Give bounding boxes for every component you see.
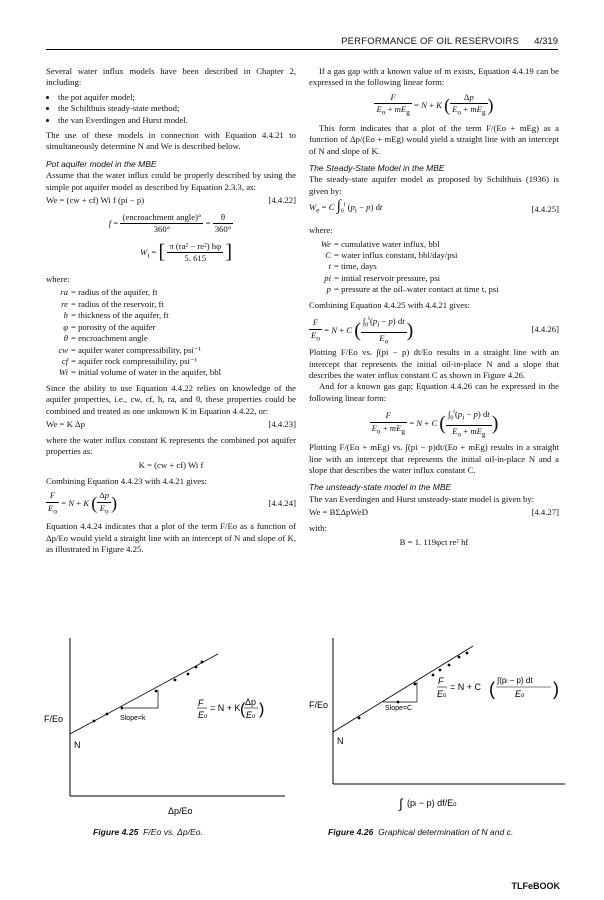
list-item: • the van Everdingen and Hurst model. <box>58 115 296 126</box>
definition: Wi = initial volume of water in the aquifer, bbl <box>58 367 222 378</box>
paragraph: Several water influx models have been described in Chapter 2, including: <box>46 66 296 88</box>
paragraph: Plotting F/Eo vs. ∫(pi − p) dt/Eo results in a straight line with an intercept that represents the initial oil-in-place N and a slope that describes the water influx constant C as shown in Figure 4.26. <box>309 347 559 380</box>
paragraph: Since the ability to use Equation 4.4.22 relies on knowledge of the aquifer properties, i.e., cw, cf, h, ra, and θ, these properties could be combined and treated as one unknown K in Equation 4.4.22, or: <box>46 382 296 416</box>
figure-4-26 <box>303 636 573 826</box>
paragraph: And for a known gas gap; Equation 4.4.26 can be expressed in the following linear form: <box>309 381 559 403</box>
equation-4-4-27: We = BΣΔpWeD [4.4.27] <box>309 507 559 518</box>
svg-text:): ) <box>259 701 265 718</box>
paragraph: The steady-state aquifer model as proposed by Schilthuis (1936) is given by: <box>309 174 559 196</box>
svg-text:(: ( <box>489 679 495 699</box>
header-rule <box>46 49 558 50</box>
x-axis-label: Δp/Eo <box>168 806 193 816</box>
slope-triangle <box>383 682 417 702</box>
svg-text:= N + C: = N + C <box>450 682 482 692</box>
left-column <box>46 66 296 555</box>
svg-text:Eo: Eo <box>198 710 208 720</box>
definition: θ = encroachment angle <box>63 333 148 344</box>
svg-text:): ) <box>553 679 559 699</box>
section-heading: The unsteady-state model in the MBE <box>309 482 452 493</box>
slope-triangle <box>124 690 158 708</box>
y-axis-label: F/Eo <box>309 700 329 710</box>
relationship-label: F <box>198 698 204 708</box>
definition: h = thickness of the aquifer, ft <box>63 310 169 321</box>
definition: pi = initial reservoir pressure, psi <box>324 272 440 283</box>
where-label: where: <box>309 225 333 236</box>
svg-text:(pi − p) df/Eo: (pi − p) df/Eo <box>407 798 457 808</box>
equation-4-4-24: $\frac{F}{E_o}$ = N + K ( $\frac{\Delta p}{E_o}$ ) [4.4.24] <box>48 490 296 516</box>
intercept-label: N <box>337 736 344 746</box>
definition: φ = porosity of the aquifer <box>63 321 156 332</box>
equation-gas-cap-linear: $\frac{F}{E_o + mE_g}$ = N + K ( $\frac{\Delta p}{E_o + mE_g}$ ) <box>376 91 494 117</box>
equation-4-4-25: $W_e = C$ $\int_0^t$ $(p_i - p)$ dt [4.4.25] <box>309 198 559 215</box>
section-heading: Pot aquifer model in the MBE <box>46 158 157 169</box>
paragraph: where the water influx constant K represents the combined pot aquifer properties as: <box>46 434 296 457</box>
list-item: • the Schilthuis steady-state method; <box>58 103 296 114</box>
svg-text:Eo: Eo <box>515 689 525 699</box>
relationship-label: F <box>438 676 444 686</box>
paragraph: The van Everdingen and Hurst unsteady-state model is given by: <box>309 493 535 504</box>
definition: cf = aquifer rock compressibility, psi⁻¹ <box>61 355 198 366</box>
y-axis-label: F/Eo <box>44 714 64 724</box>
paragraph: Combining Equation 4.4.23 with 4.4.21 gives: <box>46 475 207 486</box>
slope-label: Slope=C <box>385 705 413 712</box>
equation-f: f = $\frac{\text{(encroachment angle)°}}{360^\circ}$ = $\frac{\theta}{360^\circ}$ <box>108 212 232 235</box>
equation-4-4-23: We = K Δp [4.4.23] <box>46 418 296 429</box>
definition: We = cumulative water influx, bbl <box>320 238 440 249</box>
where-label: where: <box>46 274 70 285</box>
equation-gas-cap-steady: $\frac{F}{E_o + mE_g}$ = N + C ( $\frac{\int_0^t(p_i - p) dt}{E_o + mE_g}$ ) <box>371 409 499 439</box>
paragraph: Plotting F/(Eo + mEg) vs. ∫(pi − p)dt/(Eo + mEg) results in a straight line with an intercept that represents the initial oil-in-place N and a slope that describes the water influx constant C. <box>309 442 559 475</box>
svg-text:∫(pi − p) dt: ∫(pi − p) dt <box>497 676 533 685</box>
definition: cw = aquifer water compressibility, psi⁻¹ <box>58 344 201 355</box>
equation-4-4-26: $\frac{F}{E_o}$ = N + C ( $\frac{\int_0^t(p_i - p) dt}{E_o}$ ) [4.4.26] <box>311 315 559 346</box>
model-list <box>46 92 296 126</box>
page-number: 4/319 <box>534 36 558 47</box>
figure-caption-4-26: Figure 4.26 Graphical determination of N and c. <box>328 827 514 837</box>
running-header <box>0 36 604 50</box>
footer-watermark: TLFeBOOK <box>511 881 560 891</box>
paragraph: Equation 4.4.24 indicates that a plot of the term F/Eo as a function of Δp/Eo would yield a straight line with an intercept of N and slope of K, as illustrated in Figure 4.25. <box>46 521 296 554</box>
svg-text:Eo: Eo <box>246 710 256 720</box>
equation-4-4-22: We = (cw + cf) Wi f (pi − p) [4.4.22] <box>46 195 296 206</box>
paragraph: If a gas gap with a known value of m exists, Equation 4.4.19 can be expressed in the following linear form: <box>309 66 559 88</box>
paragraph: Combining Equation 4.4.25 with 4.4.21 gives: <box>309 299 470 310</box>
svg-text:Δp: Δp <box>245 697 257 707</box>
paragraph: Assume that the water influx could be properly described by using the simple pot aquifer model as described by Equation 2.3.3, as: <box>46 170 296 192</box>
equation-b: B = 1. 119φct re² hf <box>399 536 469 547</box>
paragraph: This form indicates that a plot of the term F/(Eo + mEg) as a function of Δp/(Eo + mEg) would yield a straight line with an intercept of N and slope of K. <box>309 122 559 156</box>
list-item: • the pot aquifer model; <box>58 92 296 103</box>
paragraph: The use of these models in connection with Equation 4.4.21 to simultaneously determine N and We is described below. <box>46 130 296 152</box>
slope-label: Slope=k <box>120 715 146 722</box>
definition: re = radius of the reservoir, ft <box>61 298 164 309</box>
definition: ra = radius of the aquifer, ft <box>60 287 158 298</box>
figure-4-25 <box>40 636 290 821</box>
definition: p = pressure at the oil–water contact at time t, psi <box>326 284 499 295</box>
definitions-list <box>46 287 296 378</box>
intercept-label: N <box>74 740 81 750</box>
equation-k: K = (cw + cf) Wi f <box>138 459 204 470</box>
figure-caption-4-25: Figure 4.25 F/Eo vs. Δp/Eo. <box>93 827 203 837</box>
section-heading: The Steady-State Model in the MBE <box>309 163 445 174</box>
definition: t = time, days <box>328 261 377 272</box>
svg-text:Eo: Eo <box>437 689 447 699</box>
running-title: PERFORMANCE OF OIL RESERVOIRS <box>341 36 519 47</box>
definitions-list <box>309 239 559 296</box>
equation-wi: $W_i$ = [ $\frac{\text{π (ra² − re²) hφ}}{5. 615}$ ] <box>139 241 233 264</box>
x-axis-label: ∫ <box>399 796 403 811</box>
right-column <box>309 66 559 553</box>
with-label: with: <box>309 523 327 534</box>
svg-text:= N + K: = N + K <box>210 703 241 713</box>
svg-text:(: ( <box>240 701 246 718</box>
definition: C = water influx constant, bbl/day/psi <box>325 250 458 261</box>
